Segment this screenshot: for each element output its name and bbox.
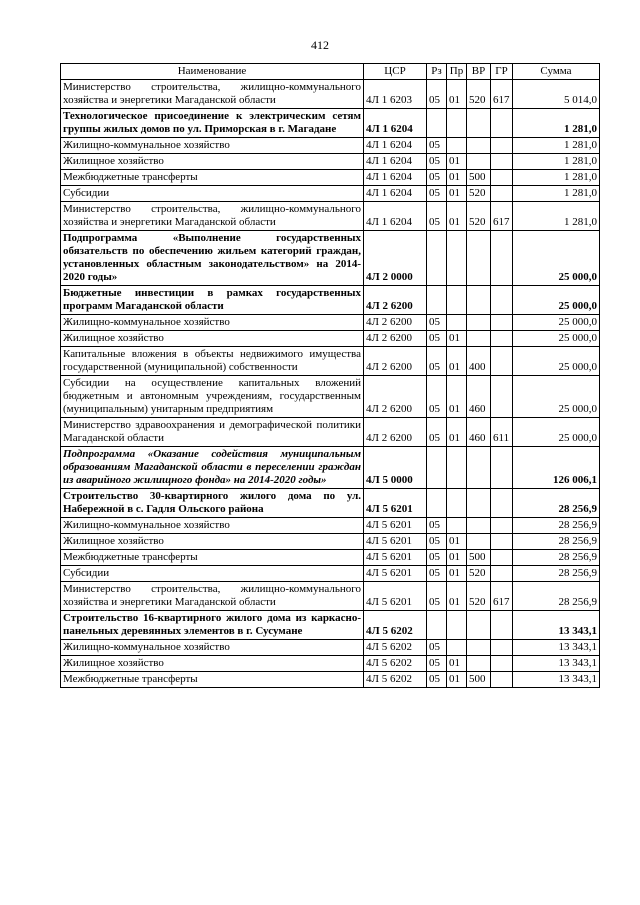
row-gr-cell: [491, 186, 513, 202]
header-sum: Сумма: [513, 64, 600, 80]
row-gr-cell: [491, 566, 513, 582]
row-csr-cell: 4Л 2 6200: [364, 286, 427, 315]
row-name-cell: Межбюджетные трансферты: [61, 550, 364, 566]
row-pr-cell: [447, 447, 467, 489]
row-gr-cell: [491, 154, 513, 170]
row-sum-cell: 5 014,0: [513, 80, 600, 109]
row-sum-cell: 1 281,0: [513, 186, 600, 202]
row-csr-cell: 4Л 1 6204: [364, 138, 427, 154]
row-csr-cell: 4Л 2 0000: [364, 231, 427, 286]
row-sum-cell: 126 006,1: [513, 447, 600, 489]
row-sum-cell: 13 343,1: [513, 611, 600, 640]
row-name-cell: Жилищное хозяйство: [61, 534, 364, 550]
row-pr-cell: 01: [447, 80, 467, 109]
row-rz-cell: 05: [427, 315, 447, 331]
row-sum-cell: 1 281,0: [513, 154, 600, 170]
row-vr-cell: 500: [467, 550, 491, 566]
row-sum-cell: 25 000,0: [513, 418, 600, 447]
row-name-cell: Жилищно-коммунальное хозяйство: [61, 315, 364, 331]
row-sum-cell: 25 000,0: [513, 347, 600, 376]
row-gr-cell: [491, 534, 513, 550]
header-name: Наименование: [61, 64, 364, 80]
row-pr-cell: [447, 315, 467, 331]
row-rz-cell: 05: [427, 331, 447, 347]
row-rz-cell: 05: [427, 534, 447, 550]
row-pr-cell: 01: [447, 534, 467, 550]
table-row: [61, 640, 600, 656]
table-row: [61, 418, 600, 447]
row-pr-cell: 01: [447, 186, 467, 202]
row-sum-cell: 25 000,0: [513, 231, 600, 286]
row-sum-cell: 13 343,1: [513, 640, 600, 656]
row-gr-cell: [491, 447, 513, 489]
row-rz-cell: 05: [427, 566, 447, 582]
row-vr-cell: 500: [467, 170, 491, 186]
row-name-cell: Бюджетные инвестиции в рамках государственных программ Магаданской области: [61, 286, 364, 315]
row-pr-cell: [447, 611, 467, 640]
table-row: [61, 286, 600, 315]
row-gr-cell: [491, 376, 513, 418]
row-vr-cell: [467, 138, 491, 154]
row-vr-cell: [467, 315, 491, 331]
row-pr-cell: 01: [447, 550, 467, 566]
row-gr-cell: [491, 518, 513, 534]
row-pr-cell: [447, 286, 467, 315]
row-csr-cell: 4Л 1 6204: [364, 154, 427, 170]
row-sum-cell: 28 256,9: [513, 489, 600, 518]
row-gr-cell: [491, 170, 513, 186]
table-row: [61, 566, 600, 582]
row-rz-cell: [427, 489, 447, 518]
row-csr-cell: 4Л 5 6202: [364, 611, 427, 640]
row-rz-cell: [427, 611, 447, 640]
header-pr: Пр: [447, 64, 467, 80]
table-row: [61, 534, 600, 550]
row-name-cell: Строительство 30-квартирного жилого дома по ул. Набережной в с. Гадля Ольского района: [61, 489, 364, 518]
row-gr-cell: [491, 231, 513, 286]
row-name-cell: Строительство 16-квартирного жилого дома из каркасно-панельных деревянных элементов в г. Сусумане: [61, 611, 364, 640]
row-rz-cell: [427, 109, 447, 138]
row-name-cell: Жилищное хозяйство: [61, 656, 364, 672]
row-name-cell: Жилищно-коммунальное хозяйство: [61, 640, 364, 656]
row-csr-cell: 4Л 2 6200: [364, 347, 427, 376]
row-sum-cell: 13 343,1: [513, 656, 600, 672]
row-csr-cell: 4Л 5 6202: [364, 640, 427, 656]
row-pr-cell: 01: [447, 202, 467, 231]
row-vr-cell: 520: [467, 582, 491, 611]
row-name-cell: Подпрограмма «Оказание содействия муниципальным образованиям Магаданской области в переселении граждан из аварийного жилищного фонда» на 2014-2020 годы»: [61, 447, 364, 489]
row-vr-cell: 400: [467, 347, 491, 376]
row-pr-cell: 01: [447, 331, 467, 347]
row-pr-cell: 01: [447, 672, 467, 688]
row-csr-cell: 4Л 5 6201: [364, 550, 427, 566]
row-gr-cell: [491, 611, 513, 640]
table-row: [61, 672, 600, 688]
row-rz-cell: 05: [427, 672, 447, 688]
row-name-cell: Субсидии: [61, 566, 364, 582]
row-rz-cell: 05: [427, 656, 447, 672]
row-name-cell: Жилищное хозяйство: [61, 154, 364, 170]
row-sum-cell: 25 000,0: [513, 376, 600, 418]
row-pr-cell: 01: [447, 656, 467, 672]
row-pr-cell: [447, 231, 467, 286]
row-rz-cell: 05: [427, 170, 447, 186]
table-row: [61, 170, 600, 186]
row-gr-cell: [491, 640, 513, 656]
row-vr-cell: [467, 231, 491, 286]
row-vr-cell: [467, 534, 491, 550]
row-rz-cell: 05: [427, 347, 447, 376]
row-pr-cell: 01: [447, 582, 467, 611]
row-rz-cell: 05: [427, 582, 447, 611]
row-vr-cell: 500: [467, 672, 491, 688]
row-csr-cell: 4Л 1 6204: [364, 170, 427, 186]
row-vr-cell: 520: [467, 566, 491, 582]
table-body: [61, 80, 600, 688]
row-sum-cell: 25 000,0: [513, 331, 600, 347]
row-rz-cell: 05: [427, 376, 447, 418]
row-name-cell: Капитальные вложения в объекты недвижимого имущества государственной (муниципальной) собственности: [61, 347, 364, 376]
row-rz-cell: 05: [427, 202, 447, 231]
row-csr-cell: 4Л 5 6201: [364, 582, 427, 611]
row-csr-cell: 4Л 2 6200: [364, 376, 427, 418]
row-gr-cell: [491, 109, 513, 138]
row-name-cell: Субсидии на осуществление капитальных вложений бюджетным и автономным учреждениям, государственным (муниципальным) унитарным предприятиям: [61, 376, 364, 418]
table-row: [61, 447, 600, 489]
row-gr-cell: [491, 347, 513, 376]
row-csr-cell: 4Л 1 6204: [364, 202, 427, 231]
row-csr-cell: 4Л 2 6200: [364, 331, 427, 347]
row-rz-cell: 05: [427, 154, 447, 170]
row-gr-cell: [491, 138, 513, 154]
row-gr-cell: 611: [491, 418, 513, 447]
row-rz-cell: 05: [427, 138, 447, 154]
row-rz-cell: 05: [427, 80, 447, 109]
row-sum-cell: 1 281,0: [513, 138, 600, 154]
row-name-cell: Технологическое присоединение к электрическим сетям группы жилых домов по ул. Приморская в г. Магадане: [61, 109, 364, 138]
row-name-cell: Министерство строительства, жилищно-коммунального хозяйства и энергетики Магаданской области: [61, 80, 364, 109]
table-header-row: [61, 64, 600, 80]
row-pr-cell: [447, 640, 467, 656]
table-row: [61, 80, 600, 109]
table-row: [61, 518, 600, 534]
table-row: [61, 550, 600, 566]
row-pr-cell: [447, 138, 467, 154]
row-gr-cell: 617: [491, 202, 513, 231]
table-row: [61, 109, 600, 138]
table-row: [61, 138, 600, 154]
header-gr: ГР: [491, 64, 513, 80]
row-csr-cell: 4Л 5 6201: [364, 489, 427, 518]
row-csr-cell: 4Л 1 6204: [364, 109, 427, 138]
row-vr-cell: [467, 518, 491, 534]
row-csr-cell: 4Л 1 6203: [364, 80, 427, 109]
row-name-cell: Жилищно-коммунальное хозяйство: [61, 138, 364, 154]
row-csr-cell: 4Л 5 6202: [364, 672, 427, 688]
row-rz-cell: 05: [427, 640, 447, 656]
table-row: [61, 347, 600, 376]
row-gr-cell: 617: [491, 582, 513, 611]
row-pr-cell: 01: [447, 566, 467, 582]
row-gr-cell: [491, 656, 513, 672]
row-vr-cell: [467, 286, 491, 315]
row-sum-cell: 28 256,9: [513, 582, 600, 611]
row-pr-cell: [447, 489, 467, 518]
table-row: [61, 489, 600, 518]
row-name-cell: Подпрограмма «Выполнение государственных обязательств по обеспечению жильем категорий граждан, установленных областным законодательством» на 2014-2020 годы»: [61, 231, 364, 286]
row-sum-cell: 28 256,9: [513, 550, 600, 566]
row-sum-cell: 1 281,0: [513, 170, 600, 186]
table-row: [61, 154, 600, 170]
table-row: [61, 231, 600, 286]
row-rz-cell: [427, 447, 447, 489]
row-name-cell: Министерство строительства, жилищно-коммунального хозяйства и энергетики Магаданской области: [61, 202, 364, 231]
row-vr-cell: [467, 656, 491, 672]
row-gr-cell: [491, 672, 513, 688]
row-pr-cell: 01: [447, 418, 467, 447]
row-vr-cell: [467, 640, 491, 656]
row-name-cell: Жилищное хозяйство: [61, 331, 364, 347]
row-name-cell: Межбюджетные трансферты: [61, 170, 364, 186]
header-csr: ЦСР: [364, 64, 427, 80]
header-vr: ВР: [467, 64, 491, 80]
row-csr-cell: 4Л 5 6201: [364, 534, 427, 550]
table-row: [61, 611, 600, 640]
row-sum-cell: 25 000,0: [513, 315, 600, 331]
row-csr-cell: 4Л 2 6200: [364, 418, 427, 447]
row-rz-cell: 05: [427, 418, 447, 447]
row-sum-cell: 25 000,0: [513, 286, 600, 315]
row-sum-cell: 13 343,1: [513, 672, 600, 688]
row-name-cell: Субсидии: [61, 186, 364, 202]
row-sum-cell: 1 281,0: [513, 202, 600, 231]
row-pr-cell: 01: [447, 154, 467, 170]
row-csr-cell: 4Л 5 6201: [364, 566, 427, 582]
row-vr-cell: [467, 447, 491, 489]
table-row: [61, 202, 600, 231]
row-csr-cell: 4Л 5 0000: [364, 447, 427, 489]
row-vr-cell: [467, 109, 491, 138]
row-rz-cell: 05: [427, 518, 447, 534]
row-rz-cell: [427, 231, 447, 286]
row-vr-cell: 520: [467, 186, 491, 202]
header-rz: Рз: [427, 64, 447, 80]
row-sum-cell: 28 256,9: [513, 534, 600, 550]
row-pr-cell: [447, 109, 467, 138]
row-name-cell: Межбюджетные трансферты: [61, 672, 364, 688]
row-gr-cell: [491, 315, 513, 331]
row-csr-cell: 4Л 1 6204: [364, 186, 427, 202]
row-rz-cell: 05: [427, 186, 447, 202]
row-name-cell: Министерство строительства, жилищно-коммунального хозяйства и энергетики Магаданской области: [61, 582, 364, 611]
row-gr-cell: [491, 550, 513, 566]
budget-table: [60, 63, 600, 688]
row-pr-cell: 01: [447, 170, 467, 186]
table-row: [61, 376, 600, 418]
row-vr-cell: 460: [467, 376, 491, 418]
row-csr-cell: 4Л 5 6202: [364, 656, 427, 672]
row-name-cell: Жилищно-коммунальное хозяйство: [61, 518, 364, 534]
row-gr-cell: 617: [491, 80, 513, 109]
row-gr-cell: [491, 331, 513, 347]
row-sum-cell: 1 281,0: [513, 109, 600, 138]
row-vr-cell: [467, 611, 491, 640]
row-vr-cell: [467, 489, 491, 518]
row-name-cell: Министерство здравоохранения и демографической политики Магаданской области: [61, 418, 364, 447]
row-vr-cell: [467, 154, 491, 170]
row-rz-cell: [427, 286, 447, 315]
row-vr-cell: 520: [467, 80, 491, 109]
table-row: [61, 582, 600, 611]
row-pr-cell: 01: [447, 376, 467, 418]
row-rz-cell: 05: [427, 550, 447, 566]
row-gr-cell: [491, 489, 513, 518]
row-vr-cell: 460: [467, 418, 491, 447]
table-row: [61, 656, 600, 672]
row-csr-cell: 4Л 5 6201: [364, 518, 427, 534]
table-row: [61, 186, 600, 202]
row-pr-cell: 01: [447, 347, 467, 376]
table-row: [61, 315, 600, 331]
row-csr-cell: 4Л 2 6200: [364, 315, 427, 331]
row-vr-cell: 520: [467, 202, 491, 231]
row-pr-cell: [447, 518, 467, 534]
row-sum-cell: 28 256,9: [513, 566, 600, 582]
table-row: [61, 331, 600, 347]
row-gr-cell: [491, 286, 513, 315]
row-vr-cell: [467, 331, 491, 347]
row-sum-cell: 28 256,9: [513, 518, 600, 534]
page-number: 412: [311, 38, 329, 52]
